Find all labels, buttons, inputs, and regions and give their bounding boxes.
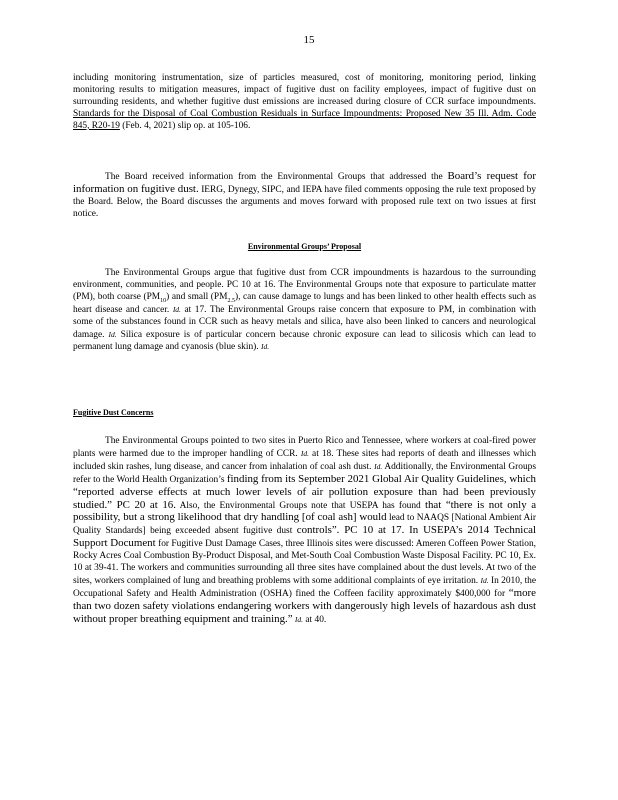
section-heading	[73, 407, 536, 418]
paragraph-text: The Environmental Groups argue that fugitive dust from CCR impoundments is hazardous to the surrounding environment, communities, and people. PC 10 at 16. The Environmental Groups note that exposure to particulate matter (PM), both coarse (PM	[73, 268, 536, 302]
id-citation: Id.	[108, 329, 117, 339]
paragraph-text: Silica exposure is of particular concern because chronic exposure can lead to silicosis which can lead to permanent lung damage and cyanosis (blue skin).	[73, 329, 536, 353]
id-citation: Id.	[172, 304, 181, 314]
paragraph-text-emphasis: “more than two dozen safety violations endangering workers with dangerously high levels of hazardous ash dust without proper breathing equipment and training.”	[73, 586, 537, 625]
paragraph-text: The Environmental Groups pointed to two sites in Puerto Rico and Tennessee, where workers at coal-fired power plants were harmed due to the improper handling of CCR.	[73, 436, 536, 459]
id-citation: Id.	[294, 614, 304, 624]
id-citation: Id.	[480, 575, 489, 585]
heading-fugitive-dust-concerns: Fugitive Dust Concerns	[73, 408, 154, 417]
paragraph-text-emphasis: Board’s request for information on fugitive dust.	[73, 170, 536, 195]
id-citation: Id.	[300, 448, 309, 458]
paragraph-text: In 2010, the Occupational Safety and Health Administration (OSHA) fined the Coffeen facility approximately $400,000 for	[73, 575, 537, 599]
paragraph-text: The Board received information from the Environmental Groups that addressed the	[105, 172, 443, 182]
paragraph-two-sites	[73, 436, 536, 627]
page-number: 15	[303, 34, 315, 46]
paragraph-board-received	[73, 171, 536, 221]
paragraph-text-emphasis: finding from its September 2021 Global Air Quality Guidelines, which “reported adverse effects at much lower levels of air pollution exposure than had been previously studied.” PC 20 at 16.	[73, 472, 536, 511]
heading-environmental-groups-proposal: Environmental Groups’ Proposal	[247, 242, 362, 251]
paragraph-text: for Fugitive Dust Damage Cases, three Illinois sites were discussed: Ameren Coffeen Power Station, Rocky Acres Coal Combustion By-Product Disposal, and Met-South Coal Combustion Waste Disposal Facility. PC 10, Ex. 10 at 39-41. The workers and communities surrounding all three sites have complained about the dust levels. At two of the sites, workers complained of lung and breathing problems with some additional complaints of eye irritation.	[73, 539, 536, 586]
paragraph-text: ) and small (PM	[166, 291, 228, 302]
citation-underlined: Standards for the Disposal of Coal Combustion Residuals in Surface Impoundments: Proposed New 35 Ill. Adm. Code 845, R20-19	[73, 108, 536, 131]
subscript: 2.5	[227, 297, 235, 304]
paragraph-text: at 40.	[305, 614, 327, 625]
section-heading	[73, 241, 536, 252]
paragraph-text: Additionally, the Environmental Groups refer to the World Health Organization’s	[73, 461, 536, 485]
subscript: 10	[160, 297, 167, 304]
paragraph-environmental-groups-argue	[73, 268, 536, 354]
paragraph-text: Also, the Environmental Groups note that USEPA has found	[179, 500, 421, 511]
paragraph-text: lead to NAAQS [National Ambient Air Quality Standards] being exceeded absent fugitive dust	[73, 513, 537, 537]
paragraph-text-emphasis: that “there is not only a possibility, but a strong likelihood that dry handling [of coal ash] would	[73, 498, 537, 524]
paragraph-text: (Feb. 4, 2021) slip op. at 105-106.	[122, 120, 251, 131]
paragraph-continuation	[73, 73, 536, 133]
paragraph-text-emphasis: controls”. PC 10 at 17. In USEPA’s 2014 Technical Support Document	[73, 524, 537, 550]
paragraph-text: IERG, Dynegy, SIPC, and IEPA have filed comments opposing the rule text proposed by the Board. Below, the Board discusses the arguments and moves forward with proposed rule text on two issues at first notice.	[73, 184, 537, 219]
id-citation: Id.	[374, 461, 383, 471]
paragraph-text: at 18. These sites had reports of death and illnesses which included skin rashes, lung disease, and cancer from inhalation of coal ash dust.	[73, 448, 537, 472]
paragraph-text: ), can cause damage to lungs and has been linked to other health effects such as heart disease and cancer.	[73, 291, 536, 315]
paragraph-text: at 17. The Environmental Groups raise concern that exposure to PM, in combination with some of the substances found in CCR such as heavy metals and silica, have also been linked to cancers and neurological damage.	[73, 304, 537, 340]
id-citation: Id.	[260, 342, 270, 352]
paragraph-text: including monitoring instrumentation, size of particles measured, cost of monitoring, monitoring period, linking monitoring results to mitigation measures, impact of fugitive dust on facility employees, impact of fugitive dust on surrounding residents, and whether fugitive dust emissions are increased during closure of CCR surface impoundments.	[73, 73, 536, 107]
